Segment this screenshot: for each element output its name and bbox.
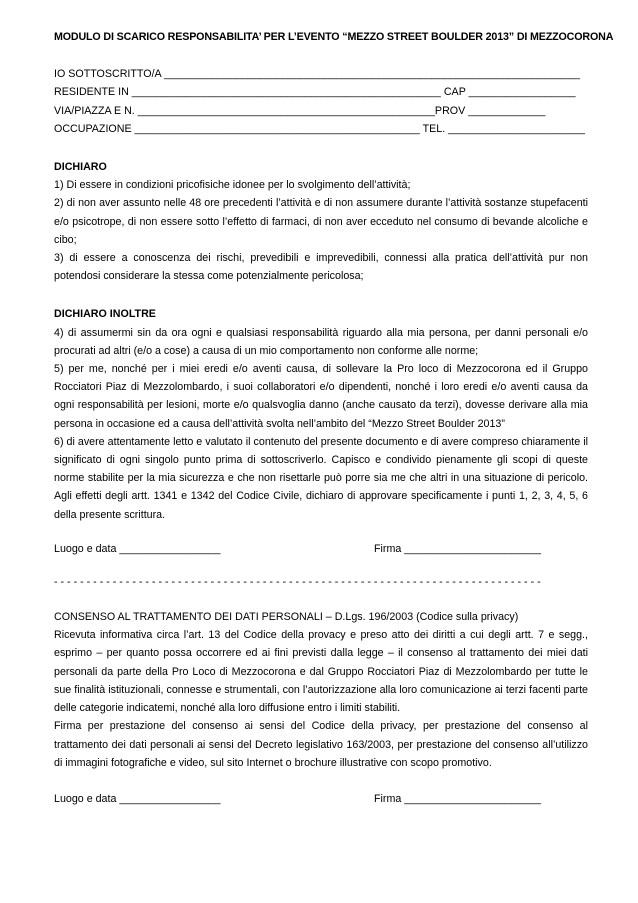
field-residence[interactable]: RESIDENTE IN ____________________________________________________ CAP __________________	[54, 86, 576, 99]
declaration-item-4: 4) di assumermi sin da ora ogni e qualsiasi responsabilità riguardo alla mia persona, per danni personali e/o procurati ad altri (e/o a cose) a causa di un mio comportamento non conforme alle norme;	[54, 326, 588, 357]
field-name[interactable]: IO SOTTOSCRITTO/A ______________________________________________________________________	[54, 68, 581, 81]
consent-paragraph-1: Ricevuta informativa circa l’art. 13 del Codice della provacy e preso atto dei diritti a cui degli artt. 7 e segg., esprimo – per quanto possa occorrere ed ai fini previsti dalla legge – il consenso al trattamento dei miei dati personali da parte della Pro Loco di Mezzocorona e dal Gruppo Rocciatori Piaz di Mezzolombardo per tutte le sue finalità istituzionali, connesse e strumentali, con l’autorizzazione alla loro comunicazione ai terzi facenti parte delle categorie indicatemi, nonché alla loro diffusione entro i limiti stabiliti.	[54, 629, 588, 715]
declaration-item-1: 1) Di essere in condizioni pricofisiche idonee per lo svolgimento dell’attività;	[54, 179, 411, 192]
field-occupation[interactable]: OCCUPAZIONE ________________________________________________ TEL. _______________________	[54, 122, 585, 135]
section-heading-dichiaro: DICHIARO	[54, 161, 107, 174]
signature-row-2	[54, 790, 588, 808]
personal-data-fields	[54, 65, 588, 138]
consent-paragraph-2: Firma per prestazione del consenso ai sensi del Codice della privacy, per prestazione del consenso al trattamento dei dati personali ai sensi del Decreto legislativo 163/2003, per prestazione del consenso all’utilizzo di immagini fotografiche e video, sul sito Internet o brochure illustrative con scopo promotivo.	[54, 720, 588, 769]
consent-heading: CONSENSO AL TRATTAMENTO DEI DATI PERSONALI – D.Lgs. 196/2003 (Codice sulla privacy)	[54, 611, 519, 624]
document-title: MODULO DI SCARICO RESPONSABILITA’ PER L’EVENTO “MEZZO STREET BOULDER 2013” DI MEZZOCORONA	[54, 31, 614, 43]
declaration-item-2: 2) di non aver assunto nelle 48 ore precedenti l’attività e di non assumere durante l’attività sostanze stupefacenti e/o psicotrope, di non essere sotto l’effetto di farmaci, di non aver ecceduto nel consumo di bevande alcoliche e cibo;	[54, 197, 588, 246]
declaration-item-3: 3) di essere a conoscenza dei rischi, prevedibili e imprevedibili, connessi alla pratica dell’attività pur non potendosi considerare la stessa come potenzialmente pericolosa;	[54, 252, 588, 283]
place-date-field-1[interactable]: Luogo e data _________________	[54, 542, 221, 555]
signature-field-2[interactable]: Firma _______________________	[374, 792, 541, 805]
signature-row-1	[54, 540, 588, 558]
place-date-field-2[interactable]: Luogo e data _________________	[54, 792, 221, 805]
declaration-item-6: 6) di avere attentamente letto e valutato il contenuto del presente documento e di avere compreso chiaramente il significato di ogni singolo punto prima di sottoscriverlo. Capisco e condivido pienamente gli scopi di queste norme stabilite per la mia sicurezza e che non risettarle può porre sia me che altri in una situazione di pericolo. Agli effetti degli artt. 1341 e 1342 del Codice Civile, dichiaro di approvare specificamente i punti 1, 2, 3, 4, 5, 6 della presente scrittura.	[54, 435, 588, 521]
document-page	[54, 28, 614, 808]
declaration-item-5: 5) per me, nonché per i miei eredi e/o aventi causa, di sollevare la Pro loco di Mezzocorona ed il Gruppo Rocciatori Piaz di Mezzolombardo, i suoi collaboratori e/o dipendenti, nonché i loro eredi e/o aventi causa da ogni responsabilità per lesioni, morte e/o qualsvoglia danno (anche causato da terzi), dovesse derivare alla mia persona in occasione ed a causa dell’attività svolta nell’ambito del “Mezzo Street Boulder 2013”	[54, 363, 588, 430]
field-address[interactable]: VIA/PIAZZA E N. __________________________________________________PROV _____________	[54, 104, 546, 117]
section-heading-dichiaro-inoltre: DICHIARO INOLTRE	[54, 308, 156, 321]
cut-line-divider: - - - - - - - - - - - - - - - - - - - - - - - - - - - - - - - - - - - - - - - - - - - - - - - - - - - - - - - - - - - - - - - - - - - - - - - - - - -	[54, 575, 541, 588]
signature-field-1[interactable]: Firma _______________________	[374, 542, 541, 555]
